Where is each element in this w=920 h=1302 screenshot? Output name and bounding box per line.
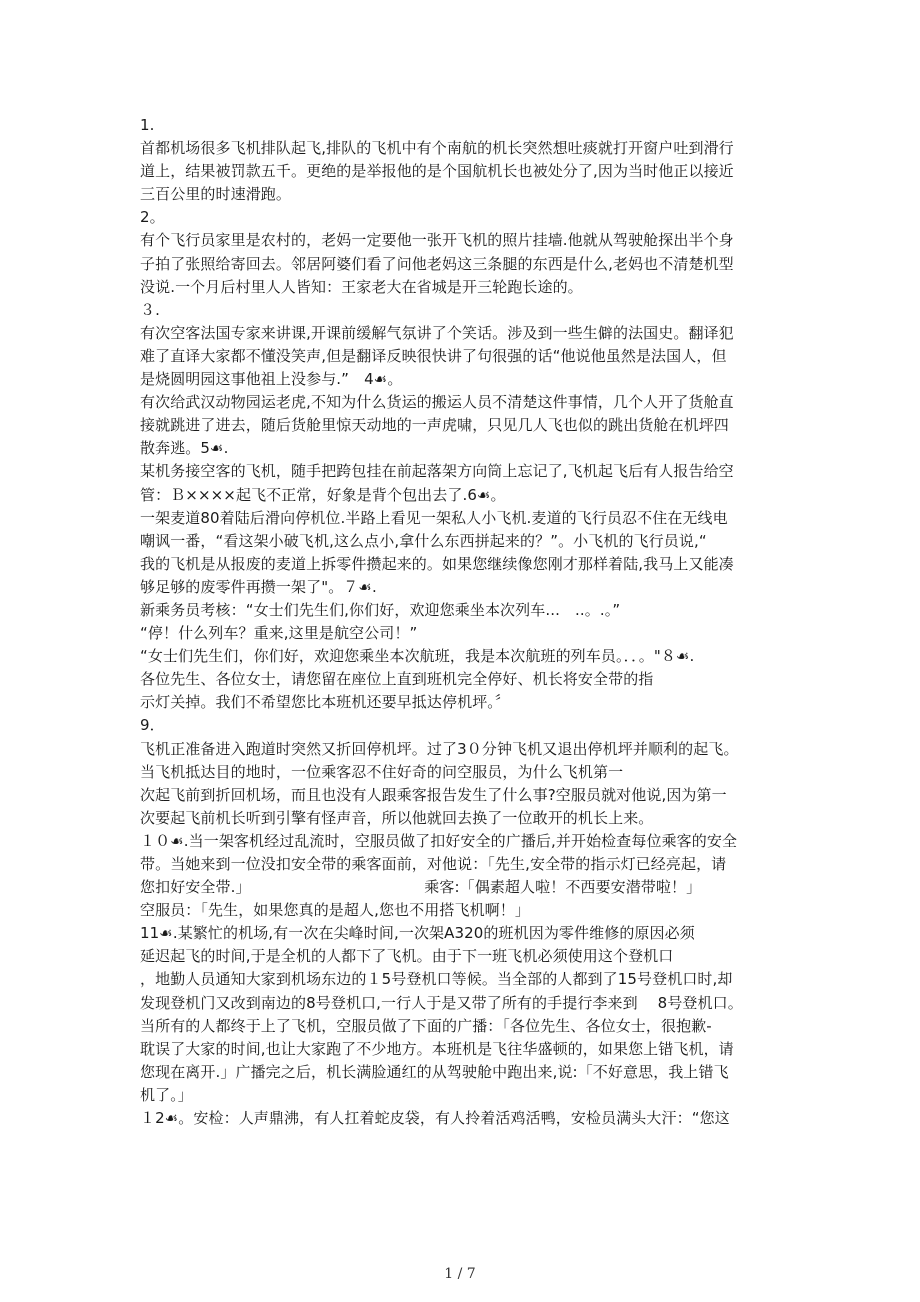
text-line: 难了直译大家都不懂没笑声,但是翻译反映很快讲了句很强的话“他说他虽然是法国人，但 — [140, 346, 727, 365]
text-line: 带。当她来到一位没扣安全带的乘客面前，对他说：「先生,安全带的指示灯已经亮起，请 — [140, 855, 727, 873]
text-line: 接就跳进了进去，随后货舱里惊天动地的一声虎啸，只见几人飞也似的跳出货舱在机坪四 — [140, 416, 729, 435]
text-line: 三百公里的时速滑跑。 — [140, 185, 292, 204]
text-line: 嘲讽一番，“看这架小破飞机,这么点小,拿什么东西拼起来的？”。小飞机的飞行员说,“ — [140, 531, 707, 550]
text-line: 9． — [140, 716, 165, 735]
text-line: 飞机正准备进入跑道时突然又折回停机坪。过了3０分钟飞机又退出停机坪并顺利的起飞。 — [140, 739, 739, 758]
text-line: 11☙.某繁忙的机场,有一次在尖峰时间,一次架A320的班机因为零件维修的原因必须 — [140, 924, 695, 943]
text-line: 道上，结果被罚款五千。更绝的是举报他的是个国航机长也被处分了,因为当时他正以接近 — [140, 162, 734, 181]
text-line: 我的飞机是从报废的麦道上拆零件攒起来的。如果您继续像您刚才那样着陆,我马上又能凑 — [140, 554, 734, 573]
text-line: 您现在离开.」广播完之后，机长满脸通红的从驾驶舱中跑出来,说:「不好意思，我上错飞 — [140, 1062, 729, 1081]
text-line: 新乘务员考核：“女士们先生们,你们好，欢迎您乘坐本次列车... ..。.。” — [140, 600, 621, 619]
text-line: 空服员：「先生，如果您真的是超人,您也不用搭飞机啊！」 — [140, 901, 530, 920]
text-line: ３. — [140, 300, 160, 319]
text-line: １2☙。安检：人声鼎沸，有人扛着蛇皮袋，有人拎着活鸡活鸭，安检员满头大汗：“您这 — [140, 1109, 730, 1128]
page-number: 1 / 7 — [444, 1266, 476, 1282]
text-line: 次起飞前到折回机场，而且也没有人跟乘客报告发生了什么事?空服员就对他说,因为第一 — [140, 785, 727, 804]
text-line: 延迟起飞的时间,于是全机的人都下了飞机。由于下一班飞机必须使用这个登机口 — [140, 947, 674, 966]
text-line: 机了。」 — [140, 1085, 193, 1104]
text-line: “停！什么列车？重来,这里是航空公司！” — [140, 624, 418, 643]
text-line: 各位先生、各位女士，请您留在座位上直到班机完全停好、机长将安全带的指 — [140, 670, 654, 689]
text-line: 您扣好安全带.」 乘客:「偶素超人啦！不西要安潜带啦！」 — [140, 878, 702, 897]
text-line: “女士们先生们，你们好，欢迎您乘坐本次航班，我是本次航班的列车员。．．。"８☙. — [140, 647, 695, 666]
text-line: 管：Ｂ××××起飞不正常，好象是背个包出去了.6☙。 — [140, 485, 506, 504]
text-line: 当所有的人都终于上了飞机，空服员做了下面的广播：「各位先生、各位女士，很抱歉- — [140, 1016, 712, 1035]
text-line: 当飞机抵达目的地时，一位乘客忍不住好奇的问空服员，为什么飞机第一 — [140, 762, 624, 781]
text-line: 某机务接空客的飞机，随手把跨包挂在前起落架方向筒上忘记了,飞机起飞后有人报告给空 — [140, 462, 734, 481]
text-line: 够足够的废零件再攒一架了"。７☙. — [140, 577, 377, 596]
text-line: 有个飞行员家里是农村的，老妈一定要他一张开飞机的照片挂墙.他就从驾驶舱探出半个身 — [140, 231, 734, 250]
text-line: 一架麦道80着陆后滑向停机位.半路上看见一架私人小飞机.麦道的飞行员忍不住在无线电 — [140, 508, 728, 527]
text-line: 示灯关掉。我们不希望您比本班机还要早抵达停机坪。〞 — [140, 693, 511, 712]
text-line: 子拍了张照给寄回去。邻居阿婆们看了问他老妈这三条腿的东西是什么,老妈也不清楚机型 — [140, 254, 734, 273]
text-line: 是烧圆明园这事他祖上没参与.” 4☙。 — [140, 370, 403, 389]
text-line: 次要起飞前机长听到引擎有怪声音，所以他就回去换了一位敢开的机长上来。 — [140, 808, 654, 827]
text-line: 发现登机门又改到南边的8号登机口,一行人于是又带了所有的手提行李来到 8号登机口。 — [140, 993, 743, 1012]
text-line: 散奔逃。5☙. — [140, 439, 229, 458]
text-line: 1. — [140, 116, 155, 134]
text-line: 没说.一个月后村里人人皆知：王家老大在省城是开三轮跑长途的。 — [140, 277, 583, 296]
text-line: 耽误了大家的时间,也让大家跑了不少地方。本班机是飞往华盛顿的，如果您上错飞机，请 — [140, 1039, 734, 1058]
document-body — [140, 114, 790, 1130]
text-line: 有次给武汉动物园运老虎,不知为什么货运的搬运人员不清楚这件事情，几个人开了货舱直 — [140, 393, 734, 412]
text-line: ，地勤人员通知大家到机场东边的１5号登机口等候。当全部的人都到了15号登机口时,却 — [140, 970, 733, 989]
text-line: 首都机场很多飞机排队起飞,排队的飞机中有个南航的机长突然想吐痰就打开窗户吐到滑行 — [140, 139, 734, 158]
text-line: 2。 — [140, 208, 165, 227]
text-line: １０☙.当一架客机经过乱流时，空服员做了扣好安全的广播后,并开始检查每位乘客的安全 — [140, 831, 738, 850]
text-line: 有次空客法国专家来讲课,开课前缓解气氛讲了个笑话。涉及到一些生僻的法国史。翻译犯 — [140, 323, 734, 342]
